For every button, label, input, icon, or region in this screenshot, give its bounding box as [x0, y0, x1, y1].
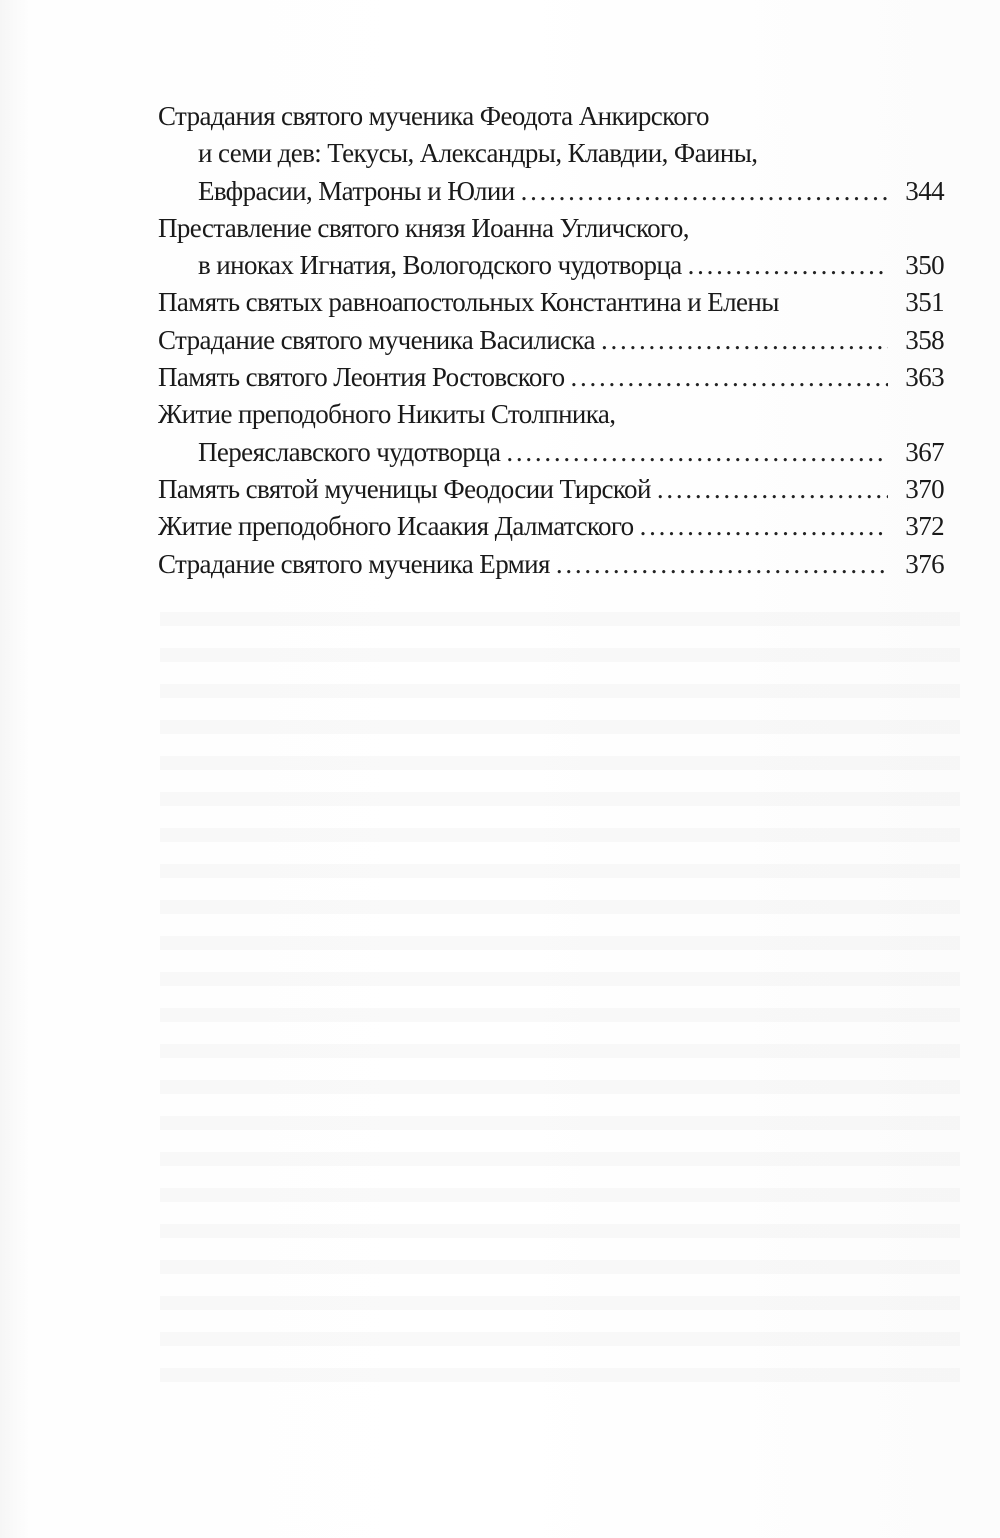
toc-entry: [158, 210, 944, 285]
toc-entry-line: [158, 359, 944, 396]
toc-entry-line: [158, 322, 944, 359]
toc-entry-title: Память святого Леонтия Ростовского: [158, 362, 565, 393]
toc-page-number: 358: [905, 324, 944, 355]
toc-entry-line: [158, 434, 944, 471]
reverse-page-show-through: [160, 590, 960, 1390]
toc-page-number: 351: [905, 287, 944, 318]
dot-leader: [657, 471, 888, 508]
toc-entry-line: [158, 546, 944, 583]
toc-entry-title-continued: Евфрасии, Матроны и Юлии: [198, 175, 515, 206]
toc-entry-line: [158, 471, 944, 508]
toc-entry-title: Преставление святого князя Иоанна Угличского,: [158, 212, 689, 243]
toc-entry-line: [158, 508, 944, 545]
toc-entry-line: [158, 173, 944, 210]
toc-entry-title-continued: в иноках Игнатия, Вологодского чудотворца: [198, 250, 682, 281]
toc-entry: [158, 508, 944, 545]
toc-entry-title: Страдания святого мученика Феодота Анкирского: [158, 101, 709, 131]
dot-leader: [601, 322, 888, 359]
dot-leader: [571, 359, 889, 396]
toc-entry-line: [158, 396, 944, 433]
toc-entry: [158, 396, 944, 471]
toc-entry-line: [158, 210, 944, 247]
toc-entry-line: [158, 247, 944, 284]
toc-entry-title: Память святой мученицы Феодосии Тирской: [158, 473, 651, 504]
dot-leader: [506, 434, 888, 471]
toc-entry: [158, 322, 944, 359]
toc-page-number: 363: [905, 362, 944, 393]
toc-entry: [158, 471, 944, 508]
toc-page-number: 376: [905, 548, 944, 579]
toc-entry-line: [158, 98, 944, 135]
toc-entry-title: Житие преподобного Никиты Столпника,: [158, 399, 616, 430]
toc-entry: [158, 546, 944, 583]
dot-leader: [640, 508, 888, 545]
toc-entry: [158, 98, 944, 210]
dot-leader: [521, 173, 888, 210]
toc-page-number: 367: [905, 436, 944, 467]
toc-entry-title: Страдание святого мученика Василиска: [158, 324, 595, 355]
toc-page-number: 344: [905, 175, 944, 206]
dot-leader: [688, 247, 888, 284]
toc-page-number: 350: [905, 250, 944, 281]
table-of-contents: [158, 98, 944, 583]
toc-entry-title: Страдание святого мученика Ермия: [158, 548, 550, 579]
toc-entry: [158, 359, 944, 396]
toc-entry: [158, 284, 944, 321]
toc-entry-line: [158, 284, 944, 321]
toc-entry-title: Память святых равноапостольных Константина и Елены: [158, 287, 779, 318]
toc-page-number: 372: [905, 511, 944, 542]
dot-leader: [556, 546, 888, 583]
toc-page-number: 370: [905, 473, 944, 504]
toc-entry-title: Житие преподобного Исаакия Далматского: [158, 511, 634, 542]
toc-entry-title-continued: и семи дев: Текусы, Александры, Клавдии, Фаины,: [198, 138, 758, 169]
toc-entry-line: [158, 135, 944, 172]
toc-entry-title-continued: Переяславского чудотворца: [198, 436, 501, 467]
